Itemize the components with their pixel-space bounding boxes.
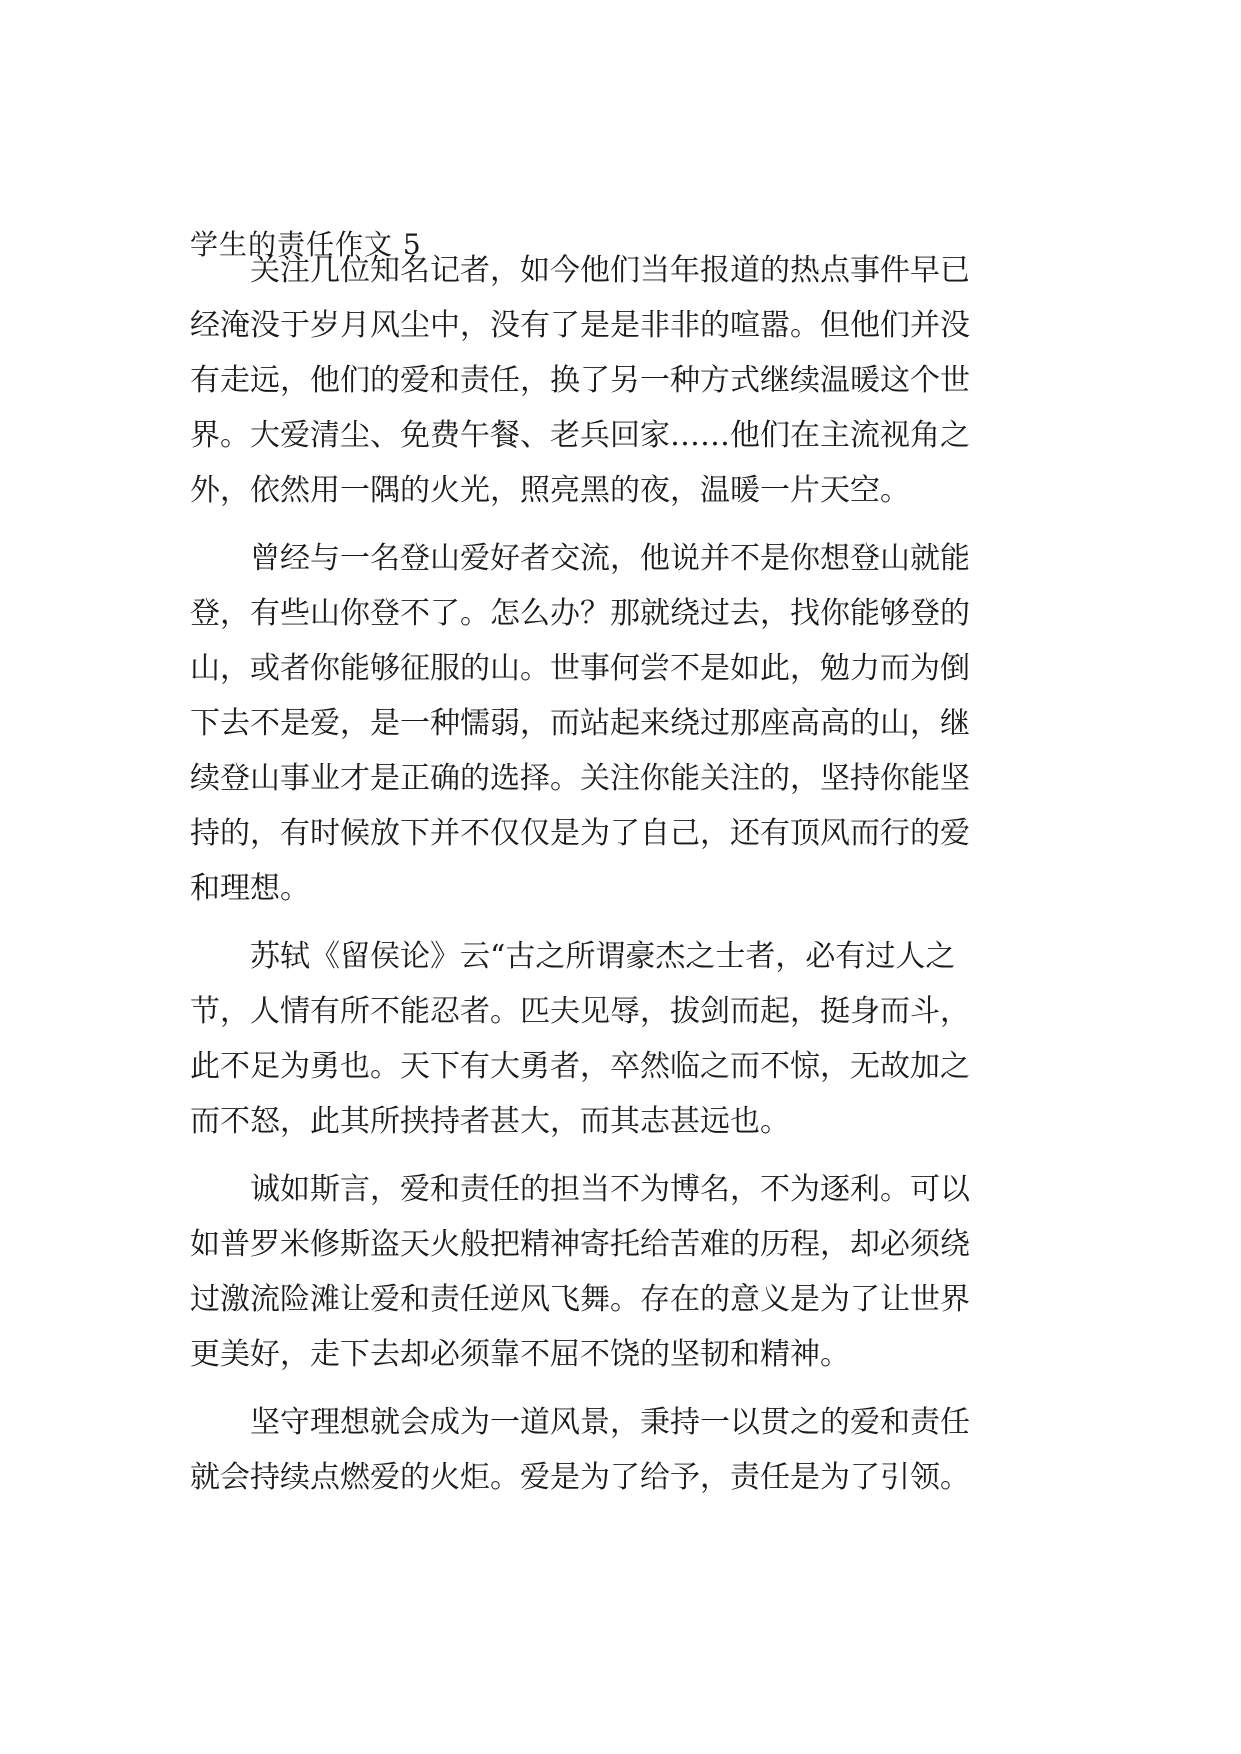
text-line: 山，或者你能够征服的山。世事何尝不是如此，勉力而为倒 bbox=[190, 651, 970, 686]
text-line: 就会持续点燃爱的火炬。爱是为了给予，责任是为了引领。 bbox=[190, 1460, 970, 1495]
document-page bbox=[190, 0, 1060, 1754]
text-line: 曾经与一名登山爱好者交流，他说并不是你想登山就能 bbox=[190, 541, 970, 576]
text-line: 续登山事业才是正确的选择。关注你能关注的，坚持你能坚 bbox=[190, 761, 970, 796]
text-line: 而不怒，此其所挟持者甚大，而其志甚远也。 bbox=[190, 1104, 790, 1139]
text-line: 苏轼《留侯论》云“古之所谓豪杰之士者，必有过人之 bbox=[190, 939, 956, 974]
text-line: 关注几位知名记者，如今他们当年报道的热点事件早已 bbox=[190, 253, 970, 288]
text-line: 此不足为勇也。天下有大勇者，卒然临之而不惊，无故加之 bbox=[190, 1049, 970, 1084]
text-line: 经淹没于岁月风尘中，没有了是是非非的喧嚣。但他们并没 bbox=[190, 308, 970, 343]
text-line: 界。大爱清尘、免费午餐、老兵回家……他们在主流视角之 bbox=[190, 418, 970, 453]
document-title: 学生的责任作文 5 bbox=[190, 228, 422, 261]
text-line: 节，人情有所不能忍者。匹夫见辱，拔剑而起，挺身而斗， bbox=[190, 994, 970, 1029]
text-line: 外，依然用一隅的火光，照亮黑的夜，温暖一片天空。 bbox=[190, 473, 910, 508]
text-line: 如普罗米修斯盗天火般把精神寄托给苦难的历程，却必须绕 bbox=[190, 1227, 970, 1262]
text-line: 更美好，走下去却必须靠不屈不饶的坚韧和精神。 bbox=[190, 1337, 850, 1372]
text-line: 和理想。 bbox=[190, 871, 310, 906]
text-line: 登，有些山你登不了。怎么办？那就绕过去，找你能够登的 bbox=[190, 596, 970, 631]
text-line: 下去不是爱，是一种懦弱，而站起来绕过那座高高的山，继 bbox=[190, 706, 970, 741]
text-line: 有走远，他们的爱和责任，换了另一种方式继续温暖这个世 bbox=[190, 363, 970, 398]
text-line: 坚守理想就会成为一道风景，秉持一以贯之的爱和责任 bbox=[190, 1405, 970, 1440]
text-line: 过激流险滩让爱和责任逆风飞舞。存在的意义是为了让世界 bbox=[190, 1282, 970, 1317]
text-line: 持的，有时候放下并不仅仅是为了自己，还有顶风而行的爱 bbox=[190, 816, 970, 851]
text-line: 诚如斯言，爱和责任的担当不为博名，不为逐利。可以 bbox=[190, 1172, 970, 1207]
